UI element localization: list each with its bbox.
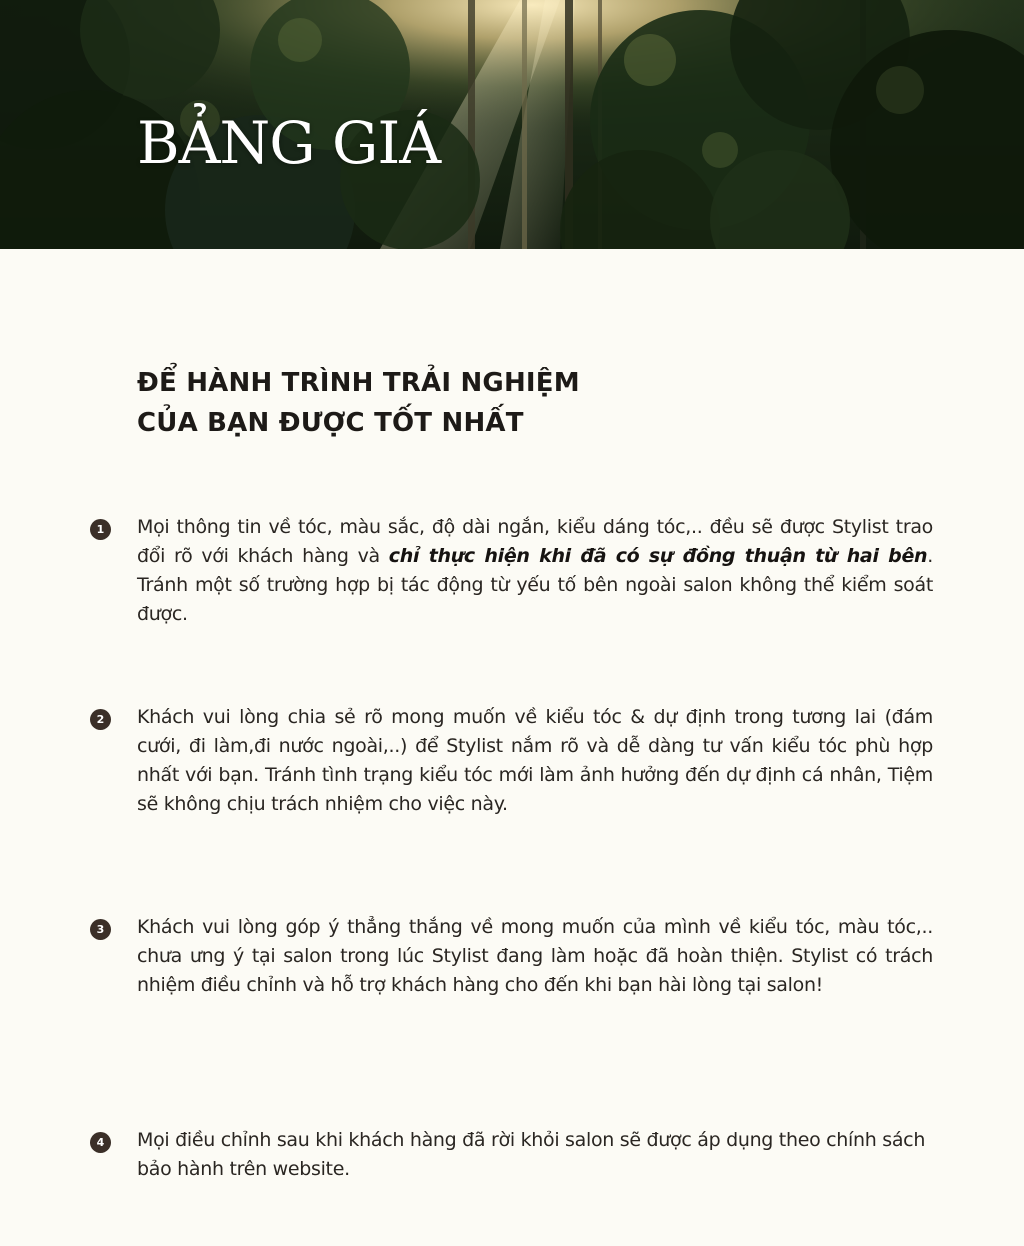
heading-line-1: ĐỂ HÀNH TRÌNH TRẢI NGHIỆM	[137, 368, 580, 398]
rule-text-1-start: Mọi thông tin về tóc, màu sắc, độ dài ngắn, kiểu dáng tóc,.. đều sẽ được Stylist trao đổi rõ với khách hàng và	[137, 516, 933, 567]
rule-text-3: Khách vui lòng góp ý thẳng thắng về mong muốn của mình về kiểu tóc, màu tóc,.. chưa ưng ý tại salon trong lúc Stylist đang làm hoặc đã hoàn thiện. Stylist có trách nhiệm điều chỉnh và hỗ trợ khách hàng cho đến khi bạn hài lòng tại salon!	[137, 916, 933, 996]
rule-text-1	[137, 513, 933, 629]
number-badge-3: 3	[90, 919, 111, 940]
banner-title: BẢNG GIÁ	[137, 109, 441, 177]
heading-line-2: CỦA BẠN ĐƯỢC TỐT NHẤT	[137, 408, 524, 438]
rule-text-2: Khách vui lòng chia sẻ rõ mong muốn về kiểu tóc & dự định trong tương lai (đám cưới, đi làm,đi nước ngoài,..) để Stylist nắm rõ và dễ dàng tư vấn kiểu tóc phù hợp nhất với bạn. Tránh tình trạng kiểu tóc mới làm ảnh hưởng đến dự định cá nhân, Tiệm sẽ không chịu trách nhiệm cho việc này.	[137, 706, 933, 815]
section-heading	[137, 363, 837, 443]
rule-text-4: Mọi điều chỉnh sau khi khách hàng đã rời khỏi salon sẽ được áp dụng theo chính sách bảo hành trên website.	[137, 1129, 926, 1180]
number-badge-2: 2	[90, 709, 111, 730]
number-badge-1: 1	[90, 519, 111, 540]
rule-text-1-emphasis: chỉ thực hiện khi đã có sự đồng thuận từ hai bên	[388, 545, 928, 567]
rule-text-1-end: . Tránh một số trường hợp bị tác động từ yếu tố bên ngoài salon không thể kiểm soát được.	[137, 545, 934, 625]
forest-banner	[0, 0, 1024, 249]
number-badge-4: 4	[90, 1132, 111, 1153]
